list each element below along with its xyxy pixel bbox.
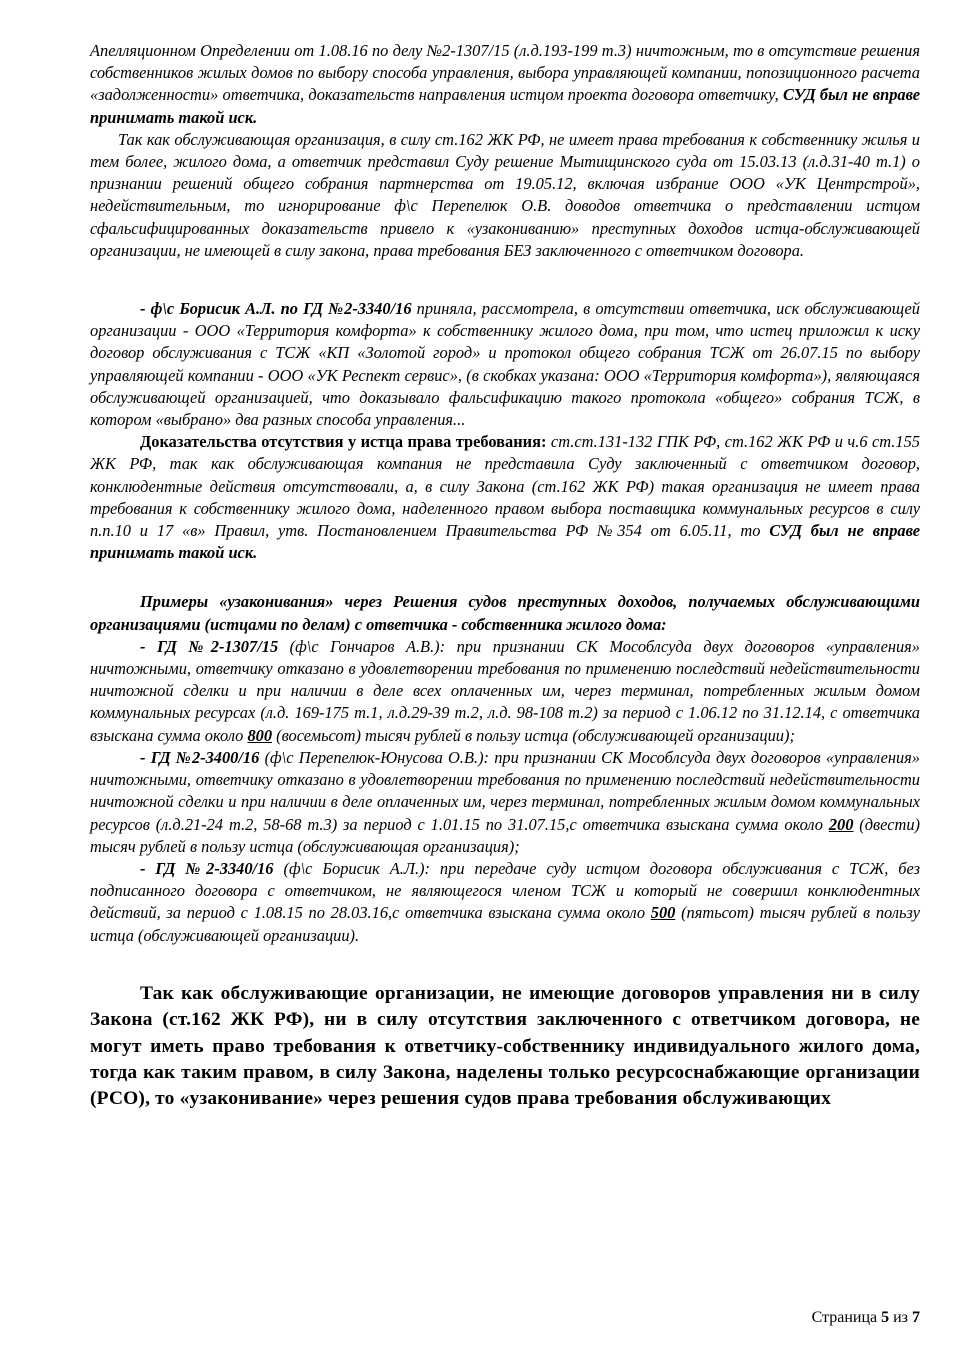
- example-item-2: [90, 747, 920, 858]
- example-item-1: [90, 636, 920, 747]
- paragraph-text: (пятьсот) тысяч рублей в пользу истца (обслуживающей организации).: [90, 903, 920, 945]
- paragraph-text: (ф\с Перепелюк-Юнусова О.В.): при признании СК Мособлсуда двух договоров «управления» ничтожными, ответчику отказано в удовлетворении требования по применению последствий недействительности ничтожной сделки и при наличии в деле оплаченных им, через терминал, потребленных жилым домом коммунальных ресурсов (л.д.21-24 т.2, 58-68 т.3) за период с 1.01.15 по 31.07.15,с ответчика взыскана сумма около: [90, 747, 920, 834]
- spacer: [90, 947, 920, 981]
- paragraph-text: (двести) тысяч рублей в пользу истца (обслуживающая организация);: [90, 814, 920, 856]
- paragraph-text: Так как обслуживающая организация, в силу ст.162 ЖК РФ, не имеет права требования к собственнику жилья и тем более, жилого дома, а ответчик представил Суду решение Мытищинского суда от 15.03.13 (л.д.31-40 т.1) о признании решений общего собрания партнерства от 19.05.12, включая избрание ООО «УК Центрстрой», недействительным, то игнорирование ф\с Перепелюк О.В. доводов ответчика о представлении истцом сфальсифицированных доказательств привело к «узакониванию» преступных доходов истца-обслуживающей организации, не имеющей в силу закона, права требования БЕЗ заключенного с ответчиком договора.: [90, 129, 920, 260]
- paragraph-2: [90, 129, 920, 262]
- section-label: Доказательства отсутствия у истца права требования:: [140, 432, 547, 452]
- case-reference: - ГД №2-3400/16: [140, 747, 260, 767]
- case-reference: - ГД №2-3340/16: [140, 858, 274, 878]
- amount-value: 200: [828, 814, 854, 834]
- page-number: [812, 1308, 920, 1328]
- paragraph-1: [90, 40, 920, 129]
- spacer: [90, 262, 920, 298]
- paragraph-text: Апелляционном Определении от 1.08.16 по делу №2-1307/15 (л.д.193-199 т.3) ничтожным, то в отсутствие решения собственников жилых домов по выбору способа управления, выбора управляющей компании, попозиционного расчета «задолженности» ответчика, доказательств направления истцом проекта договора ответчику,: [90, 41, 920, 105]
- paragraph-text: (восемьсот) тысяч рублей в пользу истца (обслуживающей организации);: [272, 725, 795, 745]
- current-page: 5: [881, 1309, 890, 1326]
- paragraph-text: ст.ст.131-132 ГПК РФ, ст.162 ЖК РФ и ч.6 ст.155 ЖК РФ, так как обслуживающая компания не представила Суду заключенный с ответчиком договор, конклюдентные действия отсутствовали, а, в силу Закона (ст.162 ЖК РФ) такая организация не имеет права требования к собственнику жилого дома, наделенного правом выбора поставщика коммунальных ресурсов в силу п.п.10 и 17 «в» Правил, утв. Постановлением Правительства РФ №354 от 6.05.11, то: [90, 432, 920, 541]
- paragraph-4: [90, 431, 920, 564]
- paragraph-3: [90, 298, 920, 431]
- paragraph-text: приняла, рассмотрела, в отсутствии ответчика, иск обслуживающей организации - ООО «Территория комфорта» к собственнику жилого дома, при том, что истец приложил к иску договор обслуживания с ТСЖ «КП «Золотой город» и протокол общего собрания ТСЖ от 26.07.15 по выбору управляющей компании - ООО «УК Респект сервис», (в скобках указана: ООО «Территория комфорта»), являющаяся обслуживающей организацией, что доказывало фальсификацию такого протокола «общего» собрания ТСЖ, в котором «выбрано» два разных способа управления...: [90, 299, 920, 430]
- paragraph-text: (ф\с Гончаров А.В.): при признании СК Мособлсуда двух договоров «управления» ничтожными, ответчику отказано в удовлетворении требования по применению последствий недействительности ничтожной сделки и при наличии в деле всех оплаченных им, через терминал, потребленных жилым домом коммунальных ресурсах (л.д. 169-175 т.1, л.д.29-39 т.2, л.д. 98-108 т.2) за период с 1.06.12 по 31.12.14, с ответчика взыскана сумма около: [90, 636, 920, 745]
- amount-value: 500: [650, 903, 676, 923]
- example-item-3: [90, 858, 920, 947]
- paragraph-text: Так как обслуживающие организации, не имеющие договоров управления ни в силу Закона (ст.162 ЖК РФ), ни в силу отсутствия заключенного с ответчиком договора, не могут иметь право требования к ответчику-собственнику индивидуального жилого дома, тогда как таким правом, в силу Закона, наделены только ресурсоснабжающие организации (РСО), то «узаконивание» через решения судов права требования обслуживающих: [90, 982, 920, 1110]
- case-reference: - ф\с Борисик А.Л. по ГД №2-3340/16: [140, 299, 412, 319]
- page-label: Страница: [811, 1309, 878, 1326]
- page-separator: из: [893, 1309, 908, 1326]
- amount-value: 800: [247, 725, 273, 745]
- emphasis-text: СУД был не вправе принимать такой иск.: [90, 521, 920, 563]
- emphasis-text: СУД был не вправе принимать такой иск.: [90, 85, 920, 127]
- conclusion-paragraph: [90, 981, 920, 1113]
- paragraph-5: [90, 591, 920, 635]
- total-pages: 7: [912, 1309, 920, 1326]
- examples-heading: Примеры «узаконивания» через Решения судов преступных доходов, получаемых обслуживающими организациями (истцами по делам) с ответчика - собственника жилого дома:: [90, 592, 920, 634]
- case-reference: - ГД №2-1307/15: [140, 636, 279, 656]
- spacer: [90, 564, 920, 591]
- paragraph-text: (ф\с Борисик А.Л.): при передаче суду истцом договора обслуживания с ТСЖ, без подписанного договора с ответчиком, не являющегося членом ТСЖ и который не совершил конклюдентных действий, за период с 1.08.15 по 28.03.16,с ответчика взыскана сумма около: [90, 858, 920, 923]
- document-page: [90, 40, 920, 1113]
